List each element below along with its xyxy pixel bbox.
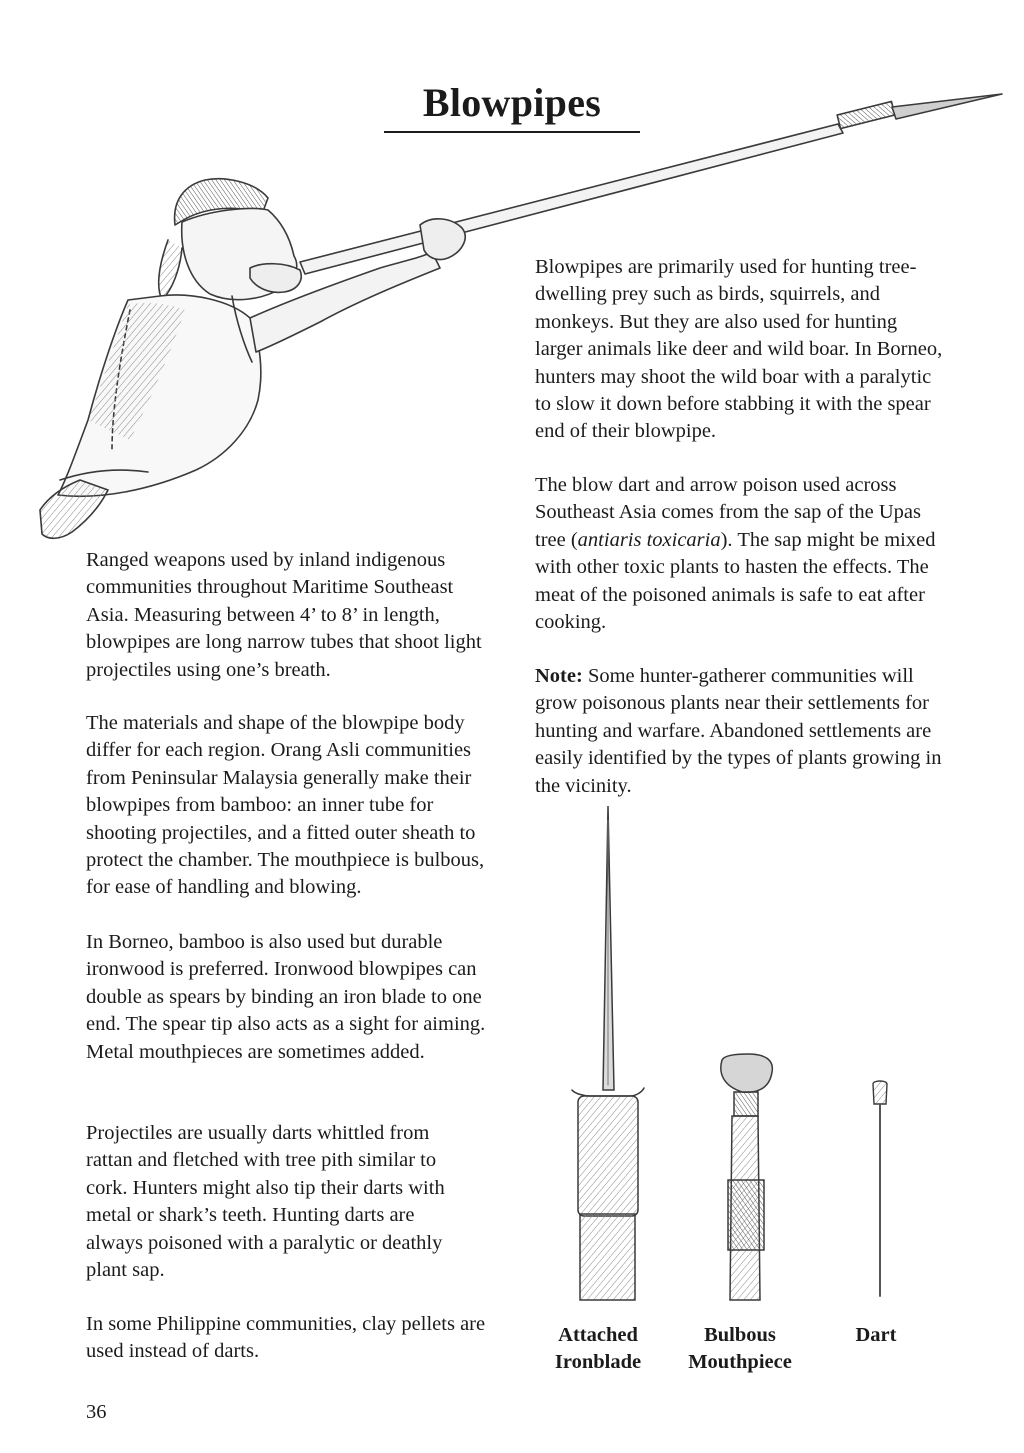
left-paragraph-5: In some Philippine communities, clay pellets are used instead of darts. bbox=[86, 1313, 486, 1363]
mouthpiece-sketch bbox=[721, 1054, 773, 1300]
species-name: antiaris toxicaria bbox=[577, 528, 721, 551]
hunter-hair bbox=[159, 240, 182, 300]
left-paragraph-2: The materials and shape of the blowpipe body differ for each region. Orang Asli communities from Peninsular Malaysia generally make their blowpipes from bamboo: an inner tube for shooting projectiles, and a fitted outer sheath to protect the chamber. The mouthpiece is bulbous, for ease of handling and blowing. bbox=[86, 712, 485, 899]
caption-ironblade: Attached Ironblade bbox=[554, 1324, 642, 1373]
note-label: Note: bbox=[535, 665, 583, 687]
blowpipe-shaft bbox=[300, 124, 843, 274]
page-title: Blowpipes bbox=[422, 80, 602, 125]
mouthpiece-bulb bbox=[721, 1054, 773, 1092]
dart-sketch bbox=[873, 1081, 887, 1296]
left-paragraph-4: Projectiles are usually darts whittled from rattan and fletched with tree pith similar to cork. Hunters might also tip their darts with metal or shark’s teeth. Hunting darts are always poisoned with a paralytic or deathly plant sap. bbox=[86, 1122, 445, 1282]
left-paragraph-1: Ranged weapons used by inland indigenous communities throughout Maritime Southeast Asia. Measuring between 4’ to 8’ in length, blowpipes are long narrow tubes that shoot light projectiles using one’s breath. bbox=[86, 549, 482, 681]
hunter-hand-right bbox=[420, 219, 465, 260]
blowpipe-binding bbox=[837, 101, 895, 128]
blowpipe-spear-tip bbox=[892, 94, 1002, 119]
right-paragraph-2: The blow dart and arrow poison used across Southeast Asia comes from the sap of the Upas tree (antiaris toxicaria). The sap might be mixed with other toxic plants to hasten the effects. The meat of the poisoned animals is safe to eat after cooking. bbox=[535, 474, 936, 634]
dart-quiver bbox=[40, 480, 108, 538]
ironblade-binding bbox=[578, 1096, 638, 1216]
page-number: 36 bbox=[86, 1401, 107, 1423]
right-paragraph-1: Blowpipes are primarily used for hunting tree-dwelling prey such as birds, squirrels, and monkeys. But they are also used for hunting larger animals like deer and wild boar. In Borneo, hunters may shoot the wild boar with a paralytic to slow it down before stabbing it with the spear end of their blowpipe. bbox=[535, 256, 943, 443]
mouthpiece-binding bbox=[728, 1180, 764, 1250]
caption-dart: Dart bbox=[855, 1324, 897, 1346]
ironblade-shaft bbox=[580, 1214, 635, 1300]
dart-fletching bbox=[873, 1081, 887, 1104]
ironblade-sketch bbox=[572, 806, 644, 1300]
caption-mouthpiece: Bulbous Mouthpiece bbox=[688, 1324, 792, 1373]
right-paragraph-note: Note: Some hunter-gatherer communities will grow poisonous plants near their settlements for hunting and warfare. Abandoned settlements are easily identified by the types of plants growing in the vicinity. bbox=[535, 665, 942, 797]
left-paragraph-3: In Borneo, bamboo is also used but durable ironwood is preferred. Ironwood blowpipes can double as spears by binding an iron blade to one end. The spear tip also acts as a sight for aiming. Metal mouthpieces are sometimes added. bbox=[86, 931, 486, 1063]
